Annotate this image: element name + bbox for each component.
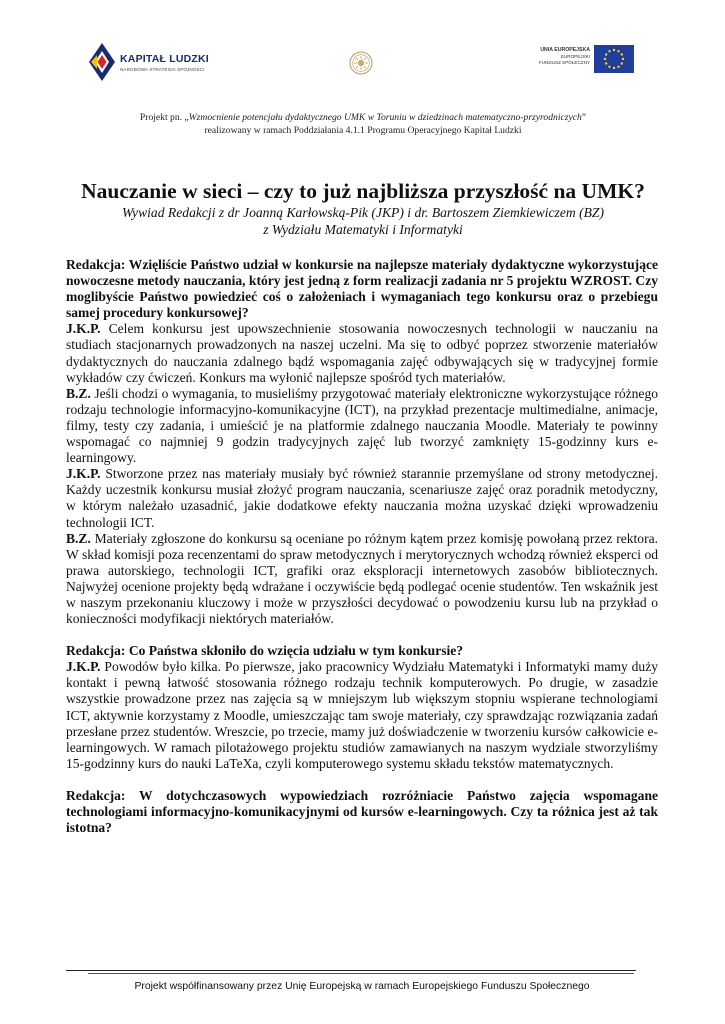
question-1: Redakcja: Wzięliście Państwo udział w konkursie na najlepsze materiały dydaktyczne wykorzystujące nowoczesne metody nauczania, który jest jedną z form realizacji zadania nr 5 projektu WZROST. Czy moglibyście Państwo powiedzieć coś o założeniach i wymaganiach tego konkursu oraz o przebiegu samej procedury konkursowej? bbox=[66, 257, 658, 321]
project-name: Wzmocnienie potencjału dydaktycznego UMK w Toruniu w dziedzinach matematyczno-przyrodniczych bbox=[188, 112, 582, 123]
answer-1: J.K.P. Celem konkursu jest upowszechnienie stosowania nowoczesnych technologii w nauczaniu na studiach stacjonarnych prowadzonych na naszej uczelni. Ma się to odbyć poprzez stworzenie materiałów dydaktycznych do nauczania zdalnego bądź wspomagania zajęć odbywających się w tradycyjnej formie wykładów czy ćwiczeń. Konkurs ma wyłonić najlepsze spośród tych materiałów. bbox=[66, 321, 658, 385]
footer-text: Projekt współfinansowany przez Unię Europejską w ramach Europejskiego Funduszu Społecznego bbox=[134, 981, 590, 992]
footer-rule-thin bbox=[88, 973, 634, 974]
article-subtitle bbox=[40, 204, 686, 238]
question-3: Redakcja: W dotychczasowych wypowiedziach rozróżniacie Państwo zajęcia wspomagane technologiami informacyjno-komunikacyjnymi od kursów e-learningowych. Czy ta różnica jest aż tak istotna? bbox=[66, 787, 658, 836]
eu-line-3: FUNDUSZ SPOŁECZNY bbox=[538, 59, 590, 65]
kapital-ludzki-emblem-icon bbox=[88, 42, 116, 82]
article-title: Nauczanie w sieci – czy to już najbliższa przyszłość na UMK? bbox=[81, 179, 645, 203]
kapital-ludzki-logo bbox=[88, 42, 218, 84]
footer-rule bbox=[66, 970, 636, 971]
eu-flag-icon bbox=[594, 45, 634, 73]
speaker-label: B.Z. bbox=[66, 385, 91, 401]
eu-line-1: UNIA EUROPEJSKA bbox=[540, 47, 590, 53]
speaker-label: J.K.P. bbox=[66, 659, 101, 675]
project-line-1: Projekt pn. „Wzmocnienie potencjału dydaktycznego UMK w Toruniu w dziedzinach matematyczno-przyrodniczych” bbox=[139, 112, 587, 123]
answer-4: B.Z. Materiały zgłoszone do konkursu są oceniane po różnym kątem przez komisję powołaną przez rektora. W skład komisji poza recenzentami do spraw metodycznych i merytorycznych wchodzą również eksperci od prawa autorskiego, technologii ICT, grafiki oraz eksploracji internetowych zasobów bibliotecznych. Najwyżej ocenione projekty będą wdrażane i oczywiście będą podlegać ocenie studentów. Ten wskaźnik jest w naszym przekonaniu kluczowy i może w przyszłości decydować o powodzeniu kursu lub na przykład o konieczności modyfikacji niektórych materiałów. bbox=[66, 530, 658, 627]
eu-logo bbox=[528, 45, 634, 75]
article-subtitle-line-2: z Wydziału Matematyki i Informatyki bbox=[263, 222, 463, 237]
speaker-label: J.K.P. bbox=[66, 466, 101, 482]
speaker-label: J.K.P. bbox=[66, 321, 101, 337]
interview-body bbox=[66, 257, 658, 836]
eu-line-2: EUROPEJSKI bbox=[560, 54, 590, 59]
speaker-label: B.Z. bbox=[66, 530, 91, 546]
university-seal-icon bbox=[349, 51, 373, 75]
question-2: Redakcja: Co Państwa skłoniło do wzięcia udziału w tym konkursie? bbox=[66, 643, 464, 659]
project-line-2: realizowany w ramach Poddziałania 4.1.1 Programu Operacyjnego Kapitał Ludzki bbox=[204, 125, 522, 136]
article-subtitle-line-1: Wywiad Redakcji z dr Joanną Karłowską-Pik (JKP) i dr. Bartoszem Ziemkiewiczem (BZ) bbox=[121, 205, 604, 220]
answer-2: B.Z. Jeśli chodzi o wymagania, to musieliśmy przygotować materiały elektroniczne wykorzystujące różnego rodzaju technologie informacyjno-komunikacyjne (ICT), na przykład prezentacje multimedialne, animacje, filmy, testy czy zadania, i umieścić je na platformie zdalnego nauczania Moodle. Materiały te powinny wspomagać co najmniej 9 godzin tradycyjnych zajęć lub tworzyć zamknięty 15-godzinny kurs e-learningowy. bbox=[66, 385, 658, 466]
answer-5: J.K.P. Powodów było kilka. Po pierwsze, jako pracownicy Wydziału Matematyki i Informatyki mamy duży kontakt i pewną łatwość stosowania różnego rodzaju technik komputerowych. Po drugie, w zasadzie wszystkie prowadzone przez nas zajęcia są w mniejszym lub większym stopniu wspierane technologiami ICT, aktywnie korzystamy z Moodle, umieszczając tam swoje materiały, czy sprawdzając rozwiązania zadań przesłane przez studentów. Wreszcie, po trzecie, mamy już doświadczenie w tworzeniu kursów całkowicie e-learningowych. W ramach pilotażowego projektu studiów zamawianych na naszym wydziale stworzyliśmy 15-godzinny kurs do nauki LaTeXa, czyli komputerowego systemu składu tekstów matematycznych. bbox=[66, 659, 658, 771]
project-note bbox=[60, 111, 666, 137]
kapital-ludzki-subtitle: NARODOWA STRATEGIA SPÓJNOŚCI bbox=[120, 67, 205, 72]
answer-3: J.K.P. Stworzone przez nas materiały musiały być również starannie przemyślane od strony metodycznej. Każdy uczestnik konkursu musiał złożyć program nauczania, scenariusze zajęć oraz poradnik metodyczny, w którym należało uzasadnić, jakie dodatkowe efekty nauczania można uzyskać dzięki wprowadzeniu technologii ICT. bbox=[66, 466, 658, 530]
kapital-ludzki-name: KAPITAŁ LUDZKI bbox=[120, 53, 209, 65]
